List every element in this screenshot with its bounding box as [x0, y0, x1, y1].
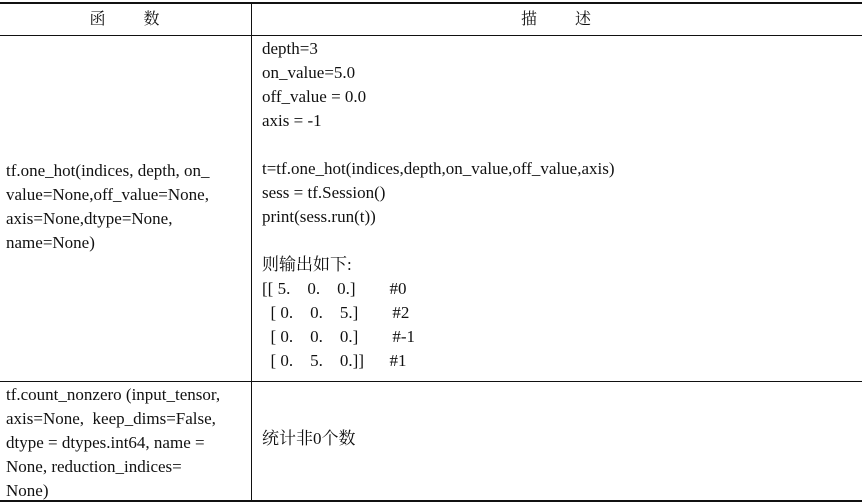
desc-line: [ 0. 5. 0.]] #1	[262, 351, 407, 370]
desc-line: [ 0. 0. 5.] #2	[262, 303, 410, 322]
desc-blank	[262, 229, 857, 253]
desc-line: on_value=5.0	[262, 63, 356, 82]
desc-line: 统计非0个数	[262, 429, 356, 448]
desc-line: depth=3	[262, 39, 318, 58]
desc-line: [[ 5. 0. 0.] #0	[262, 279, 407, 298]
desc-line: [ 0. 0. 0.] #-1	[262, 327, 415, 346]
desc-line: 则输出如下:	[262, 255, 352, 274]
desc-line: sess = tf.Session()	[262, 183, 386, 202]
desc-blank	[262, 133, 857, 157]
table-row-function-one-hot: tf.one_hot(indices, depth, on_ value=None,off_value=None, axis=None,dtype=None, name=None)	[6, 161, 210, 252]
desc-line: off_value = 0.0	[262, 87, 367, 106]
table-row-function-count-nonzero: tf.count_nonzero (input_tensor, axis=None, keep_dims=False, dtype = dtypes.int64, name = None, reduction_indices= None)	[6, 385, 221, 500]
desc-line: axis = -1	[262, 111, 322, 130]
row-divider	[0, 381, 862, 382]
desc-line: print(sess.run(t))	[262, 207, 376, 226]
table-row-description-count-nonzero	[262, 427, 857, 451]
table-top-rule	[0, 2, 862, 4]
table-row-description-one-hot	[262, 37, 857, 373]
header-bottom-rule	[0, 35, 862, 36]
header-function: 函 数	[89, 9, 162, 28]
column-divider	[251, 2, 252, 502]
desc-line: t=tf.one_hot(indices,depth,on_value,off_value,axis)	[262, 159, 615, 178]
header-description: 描 述	[520, 9, 593, 28]
